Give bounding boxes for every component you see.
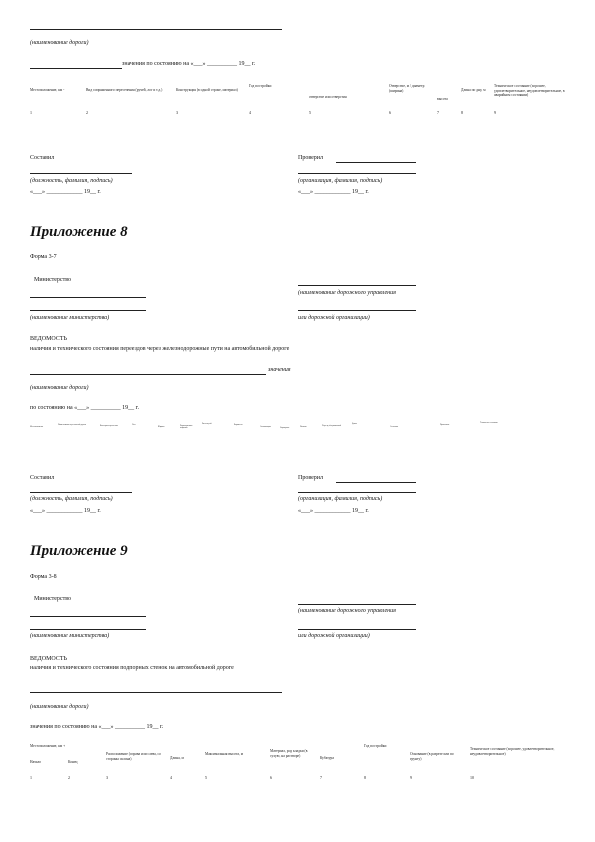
app9-col-header-5: Максимальная высота, м xyxy=(205,752,244,756)
app9-ministry-caption: (наименование министерства) xyxy=(30,633,110,639)
col-number-1: 1 xyxy=(30,110,32,115)
app8-mini-header-16: Техническое состояние xyxy=(480,422,498,424)
app9-admin-line-2 xyxy=(298,629,416,630)
app9-ministry-label: Министерство xyxy=(34,596,71,602)
checked-sig-caption: (организация, фамилия, подпись) xyxy=(298,178,383,184)
col-header-9: Техническое состояние (хорошее, удовлетворительное, неудовлетворительное, в аварийном состоянии) xyxy=(494,84,565,98)
road-name-line xyxy=(30,29,282,30)
app8-mini-header-13: Длина xyxy=(352,423,357,425)
app8-ministry-label: Министерство xyxy=(34,277,71,283)
app8-mini-header-12: Переезд обслуживаемый xyxy=(322,425,341,427)
app9-col-header-4: Длина, м xyxy=(170,756,184,760)
app8-statement: ВЕДОМОСТЬ xyxy=(30,336,67,342)
app9-col-number-10: 10 xyxy=(470,775,474,780)
app8-mini-header-7: Число путей xyxy=(202,423,212,425)
app9-col-header-8: Год постройки xyxy=(364,744,387,748)
app8-mini-header-8: Видимость xyxy=(234,424,243,426)
col-header-8: Длина по дну, м xyxy=(461,88,486,92)
app9-col-header-9: Основание (в разрезе или по грунту) xyxy=(410,752,454,761)
col-header-4: Год постройки xyxy=(249,84,272,88)
as-of-line: значения по состоянию на «___» __________ 19__ г. xyxy=(122,61,256,67)
col-number-8: 8 xyxy=(461,110,463,115)
col-number-6: 6 xyxy=(389,110,391,115)
app9-col-number-6: 6 xyxy=(270,775,272,780)
app8-mini-header-14: Состояние xyxy=(390,426,399,428)
app9-as-of-line: значения по состоянию на «___» __________ 19__ г. xyxy=(30,724,164,730)
app9-admin-line-1 xyxy=(298,604,416,605)
app8-compiled-date: «___» ____________ 19__ г. xyxy=(30,508,101,514)
app8-statement-sub: наличия и технического состояния переездов через железнодорожные пути на автомобильной дороге xyxy=(30,346,290,352)
app8-org-caption: или дорожной организации) xyxy=(298,315,370,321)
app8-admin-caption: (наименование дорожного управления xyxy=(298,290,396,296)
app9-col-number-2: 2 xyxy=(68,775,70,780)
app9-col-header-end: Конец xyxy=(68,760,78,764)
app8-mini-header-4: Угол xyxy=(132,424,136,426)
app8-mini-header-3: Категория пересечения xyxy=(100,425,118,427)
app9-col-number-7: 7 xyxy=(320,775,322,780)
app8-road-caption: (наименование дороги) xyxy=(30,385,89,391)
road-name-caption: (наименование дороги) xyxy=(30,40,89,46)
appendix-9-title: Приложение 9 xyxy=(30,543,128,559)
app9-col-header-6: Материал, род кладки (в сухую, на растворе) xyxy=(270,749,308,758)
app8-compiled-label: Составил xyxy=(30,475,55,481)
app8-admin-line-1 xyxy=(298,285,416,286)
app8-compiled-sig-caption: (должность, фамилия, подпись) xyxy=(30,496,113,502)
checked-date: «___» ____________ 19__ г. xyxy=(298,189,369,195)
col-number-7: 7 xyxy=(437,110,439,115)
app9-ministry-line-1 xyxy=(30,616,146,617)
checked-line-2 xyxy=(298,173,416,174)
col-header-7: высота xyxy=(437,97,448,101)
app8-checked-line-1 xyxy=(336,482,416,483)
compiled-sig-caption: (должность, фамилия, подпись) xyxy=(30,178,113,184)
app8-ministry-caption: (наименование министерства) xyxy=(30,315,110,321)
app8-compiled-line xyxy=(30,492,132,493)
road-value-line xyxy=(30,68,122,69)
appendix-8-form: Форма 3-7 xyxy=(30,254,57,260)
app8-checked-date: «___» ____________ 19__ г. xyxy=(298,508,369,514)
col-header-2: Вид сопряженного пересечения (ручей, лог и т.д.) xyxy=(86,88,163,92)
app9-statement: ВЕДОМОСТЬ xyxy=(30,656,67,662)
app9-col-header-1: Местоположение, км + xyxy=(30,744,66,748)
app9-col-number-4: 4 xyxy=(170,775,172,780)
app9-col-number-9: 9 xyxy=(410,775,412,780)
col-number-5: 5 xyxy=(309,110,311,115)
col-header-5: отверстие или отверстия xyxy=(309,95,347,99)
col-header-6: Отверстие, м / диаметр (ширина) xyxy=(389,84,425,93)
compiled-date: «___» ____________ 19__ г. xyxy=(30,189,101,195)
app8-mini-header-9: Сигнализация xyxy=(260,426,271,428)
app9-ministry-line-2 xyxy=(30,629,146,630)
app9-road-line xyxy=(30,692,282,693)
app8-mini-header-15: Примечание xyxy=(440,424,450,426)
app9-road-caption: (наименование дороги) xyxy=(30,704,89,710)
col-header-1: Местоположение, км - xyxy=(30,88,65,92)
app8-mini-header-5: Ширина xyxy=(158,426,165,428)
app9-col-header-10: Техническое состояние (хорошее, удовлетворительное, неудовлетворительное) xyxy=(470,747,555,756)
app8-ministry-line-2 xyxy=(30,310,146,311)
col-number-2: 2 xyxy=(86,110,88,115)
app9-org-caption: или дорожной организации) xyxy=(298,633,370,639)
app8-mini-header-10: Ограждение xyxy=(280,427,290,429)
app8-checked-sig-caption: (организация, фамилия, подпись) xyxy=(298,496,383,502)
compiled-label: Составил xyxy=(30,155,55,161)
col-number-3: 3 xyxy=(176,110,178,115)
col-number-4: 4 xyxy=(249,110,251,115)
app9-col-number-1: 1 xyxy=(30,775,32,780)
app8-mini-header-6: Характеристика покрытия xyxy=(180,425,193,430)
app8-checked-line-2 xyxy=(298,492,416,493)
app9-col-number-5: 5 xyxy=(205,775,207,780)
checked-label: Проверил xyxy=(298,155,323,161)
app8-mini-header-1: Местоположение xyxy=(30,426,44,428)
app8-as-of: по состоянию на «___» __________ 19__ г. xyxy=(30,405,139,411)
app9-statement-sub: наличия и технического состояния подпорных стенок на автомобильной дороге xyxy=(30,665,234,671)
compiled-line xyxy=(30,173,132,174)
app8-road-suffix: значения xyxy=(268,367,291,373)
col-header-3: Конструкция (в одной строке, материал) xyxy=(176,88,238,92)
app9-col-header-3: Расположение (справа или слева, со стороны склона) xyxy=(106,752,161,761)
app9-col-number-8: 8 xyxy=(364,775,366,780)
checked-line-1 xyxy=(336,162,416,163)
col-number-9: 9 xyxy=(494,110,496,115)
app8-road-line xyxy=(30,374,266,375)
app8-ministry-line-1 xyxy=(30,297,146,298)
appendix-8-title: Приложение 8 xyxy=(30,224,128,240)
app9-col-number-3: 3 xyxy=(106,775,108,780)
app8-mini-header-2: Наименование пересекаемой дороги xyxy=(58,424,86,426)
app8-mini-header-11: Наличие xyxy=(300,426,307,428)
appendix-9-form: Форма 3-8 xyxy=(30,574,57,580)
app9-col-header-7: Кубатура xyxy=(320,756,334,760)
app8-checked-label: Проверил xyxy=(298,475,323,481)
app8-admin-line-2 xyxy=(298,310,416,311)
app9-admin-caption: (наименование дорожного управления xyxy=(298,608,396,614)
app9-col-header-start: Начало xyxy=(30,760,42,764)
